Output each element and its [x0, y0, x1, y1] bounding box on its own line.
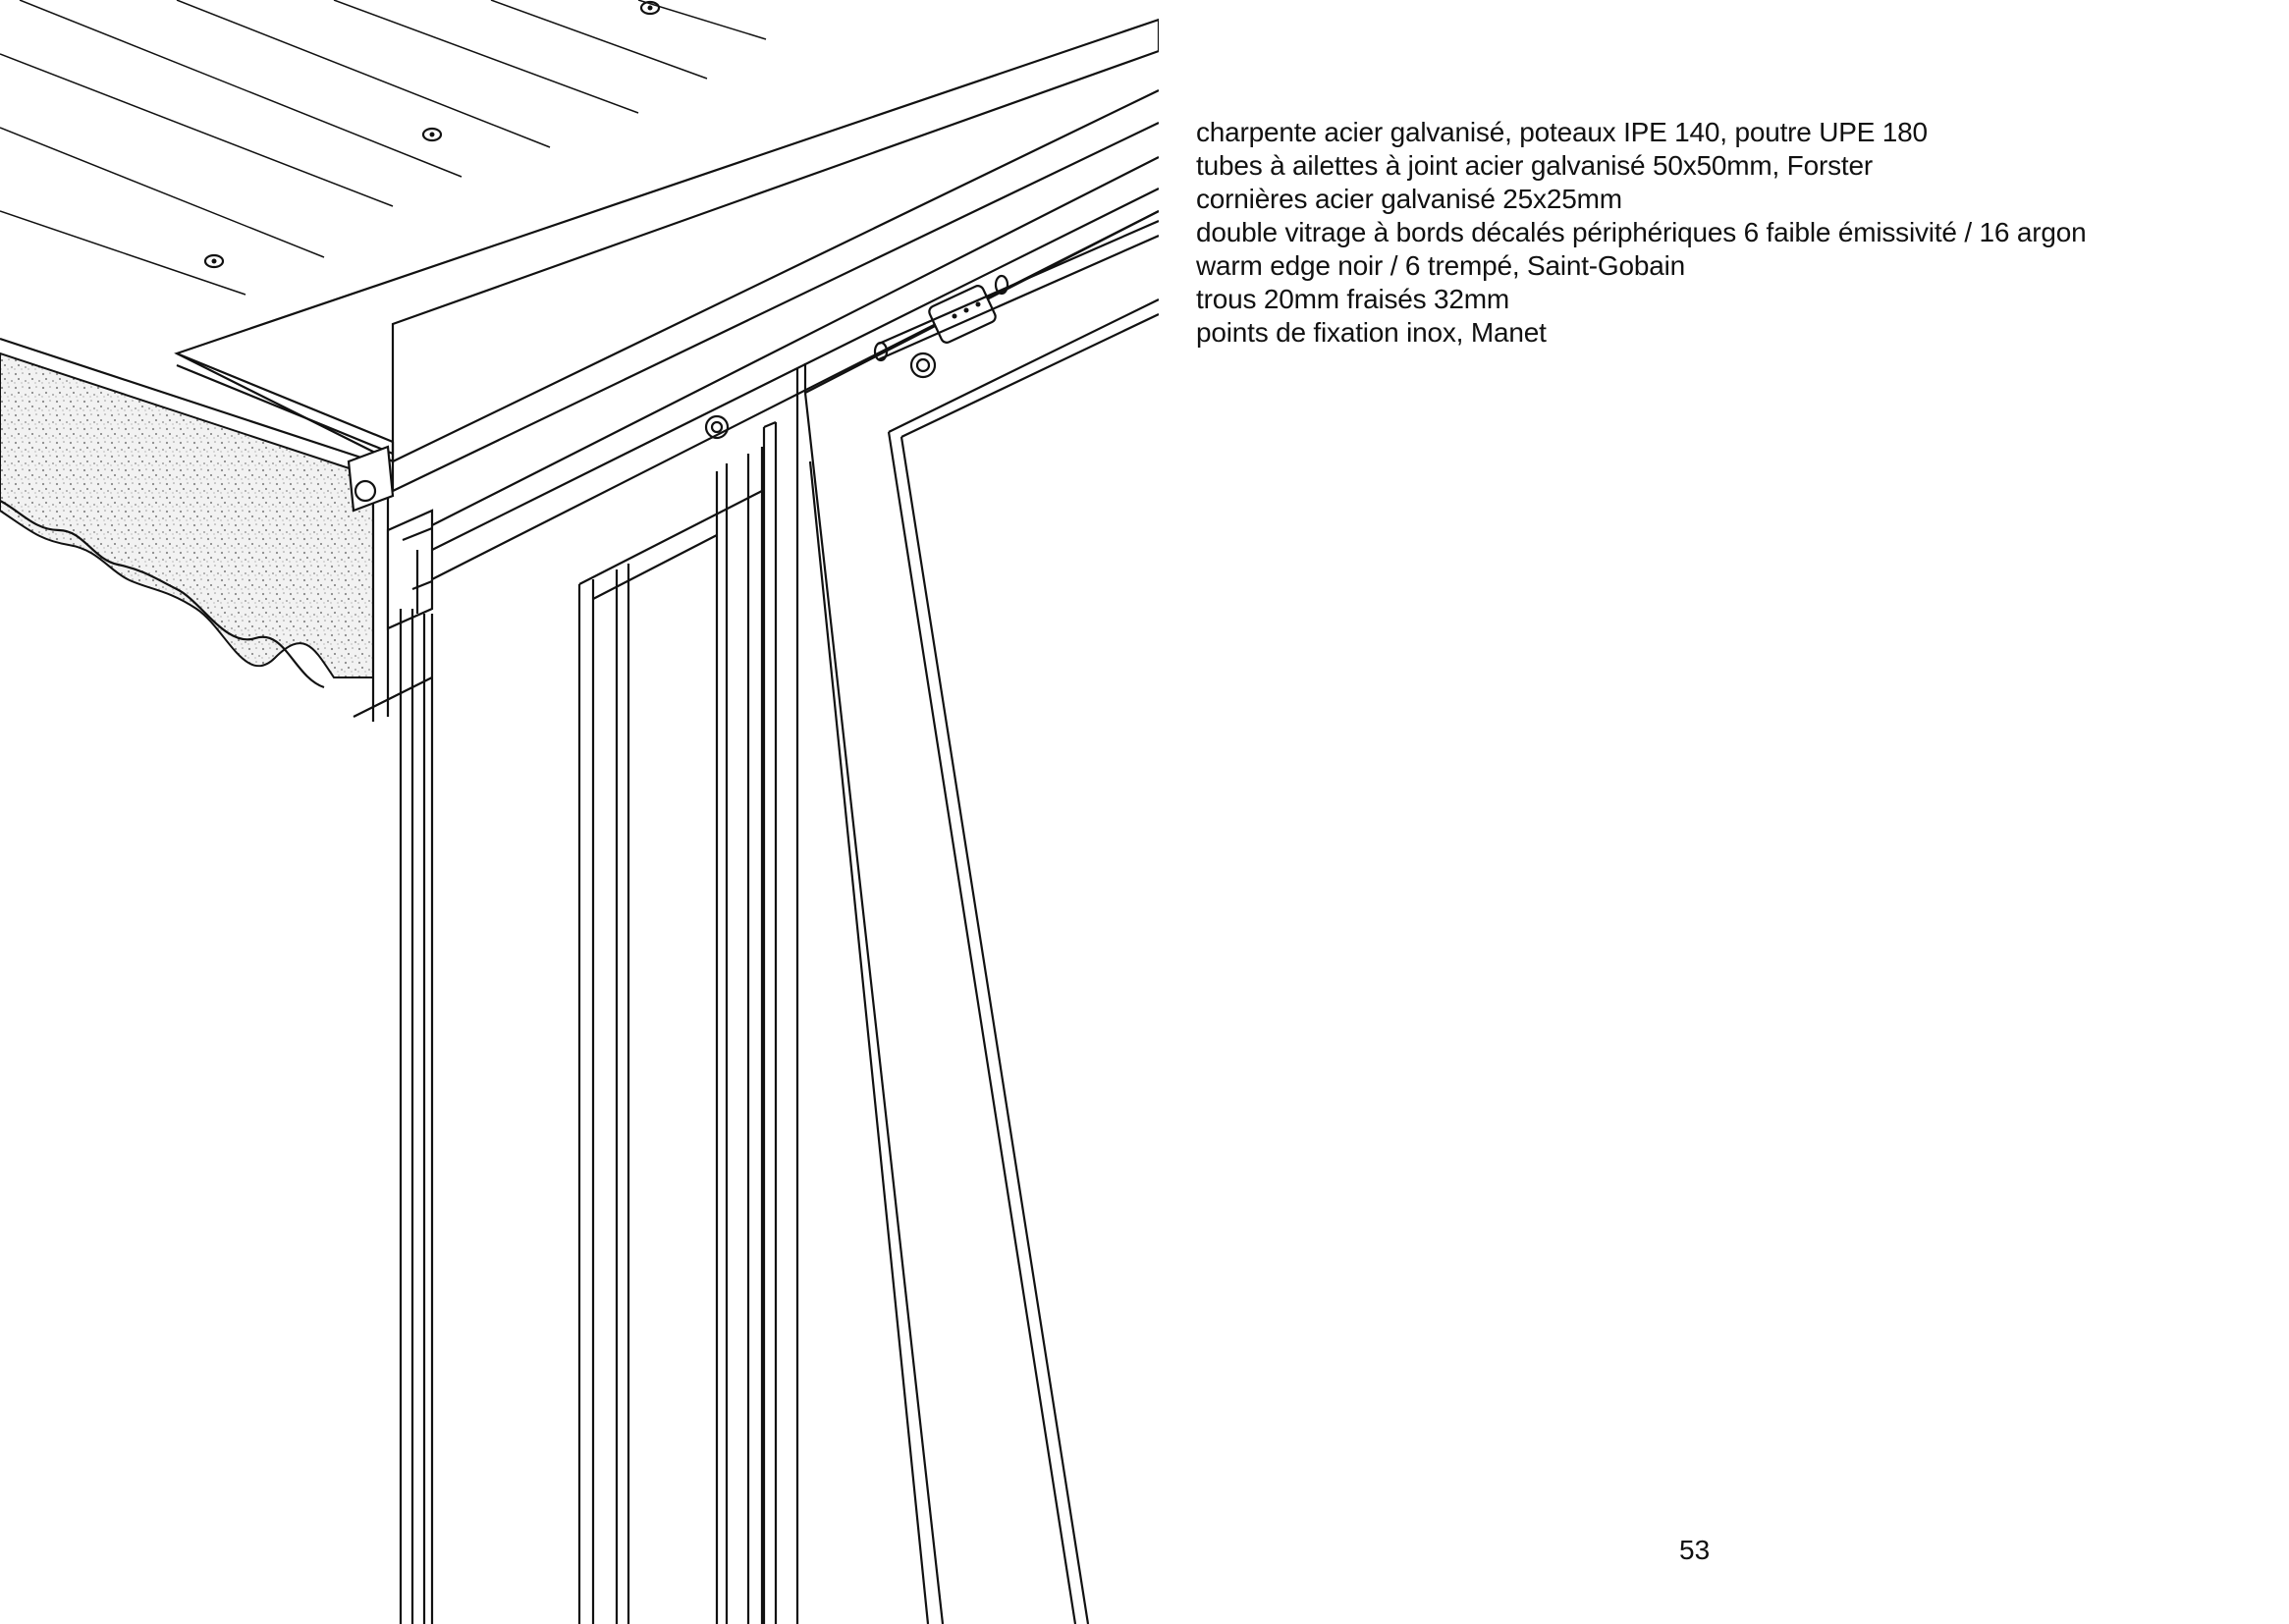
legend-item: cornières acier galvanisé 25x25mm	[1196, 184, 1622, 214]
mullion-left	[401, 609, 432, 1624]
material-legend	[1196, 116, 2227, 350]
glazing-panel	[805, 211, 1159, 1624]
steel-column	[579, 363, 805, 1624]
legend-item: charpente acier galvanisé, poteaux IPE 140, poutre UPE 180	[1196, 117, 1928, 147]
legend-item: double vitrage à bords décalés périphériques 6 faible émissivité / 16 argon	[1196, 217, 2087, 247]
glass-fixing-bolt-icon	[911, 353, 935, 377]
deck-screw-icon	[423, 129, 441, 140]
legend-item: trous 20mm fraisés 32mm	[1196, 284, 1510, 314]
legend-item: points de fixation inox, Manet	[1196, 317, 1547, 348]
tube-fin	[875, 221, 1159, 360]
legend-item: warm edge noir / 6 trempé, Saint-Gobain	[1196, 250, 1686, 281]
point-fixing-icon	[927, 284, 997, 345]
legend-item: tubes à ailettes à joint acier galvanisé 50x50mm, Forster	[1196, 150, 1873, 181]
roof-deck	[0, 0, 766, 295]
deck-screw-icon	[205, 255, 223, 267]
page-number: 53	[1679, 1535, 1711, 1565]
